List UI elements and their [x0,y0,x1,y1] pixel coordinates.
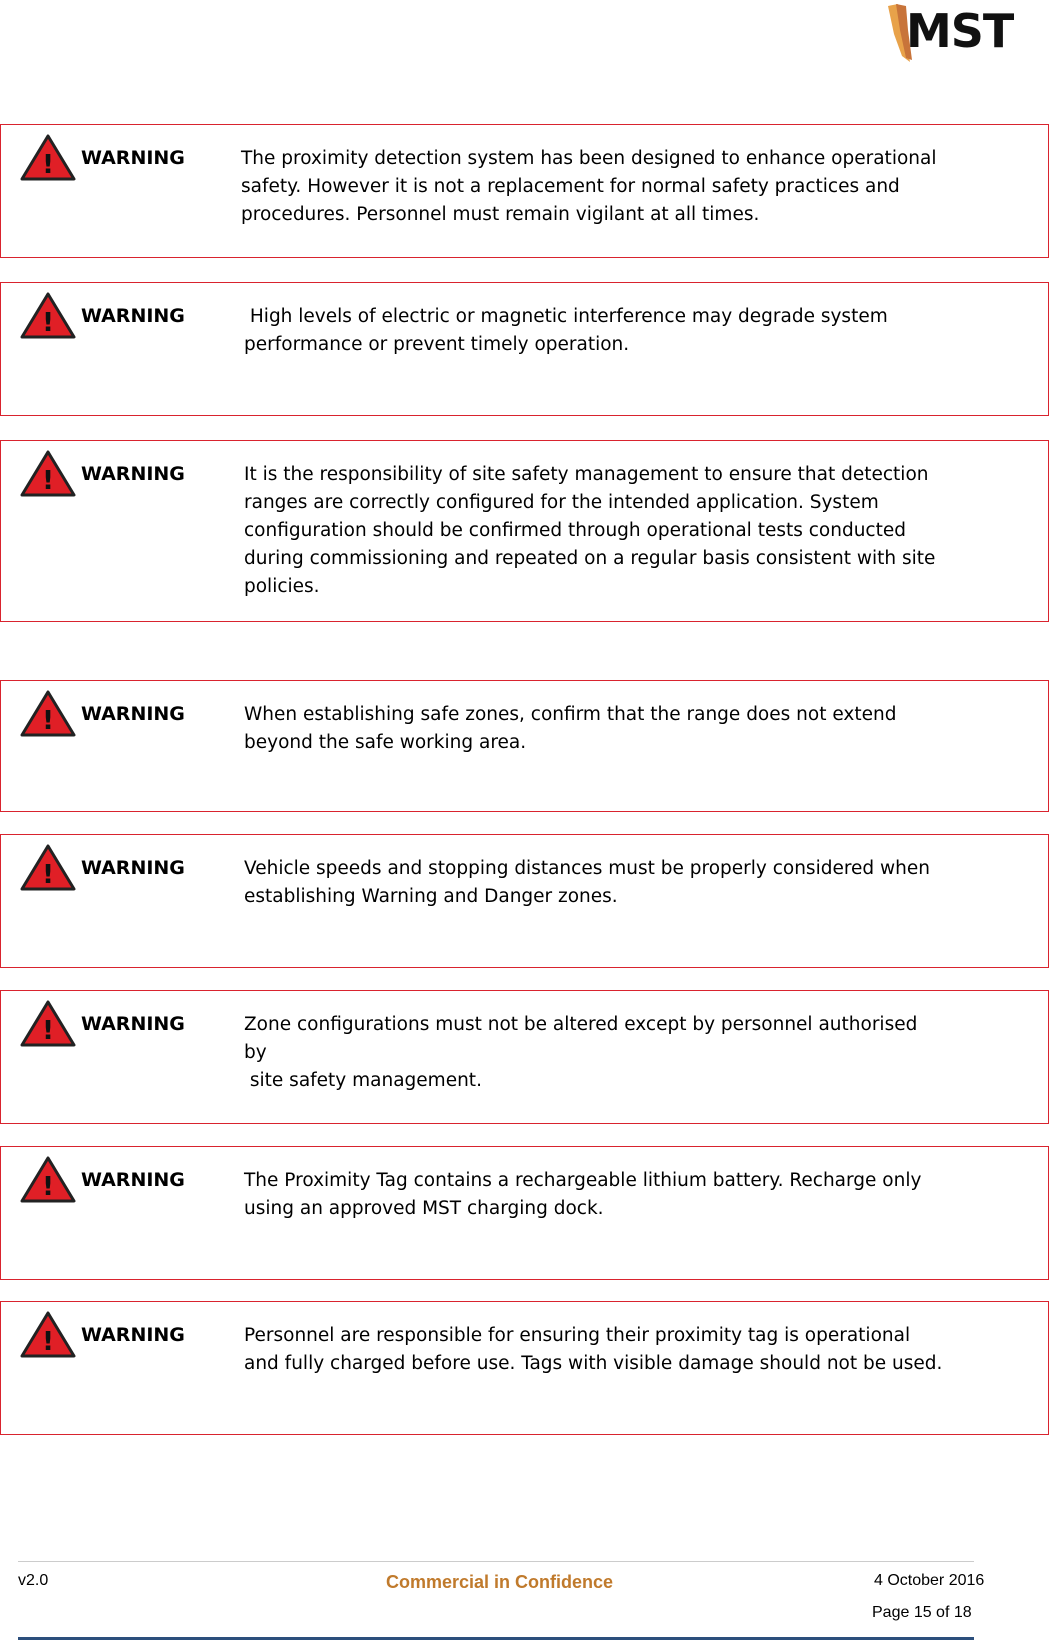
warning-box [0,834,1049,968]
warning-box [0,680,1049,812]
warning-text: Zone configurations must not be altered except by personnel authorised by site safety management. [244,1014,918,1091]
warning-text: It is the responsibility of site safety management to ensure that detection ranges are correctly configured for the intended application. System configuration should be confirmed through operational tests conducted during commissioning and repeated on a regular basis consistent with site policies. [244,464,936,597]
footer-date: 4 October 2016 [874,1572,985,1589]
warning-box [0,990,1049,1124]
svg-text:!: ! [42,860,54,890]
warning-label: WARNING [81,463,185,485]
warning-triangle-icon [19,1310,77,1360]
svg-text:!: ! [42,466,54,496]
warning-triangle-icon [19,999,77,1049]
warning-label: WARNING [81,147,185,169]
warning-triangle-icon [19,291,77,341]
svg-text:!: ! [42,1016,54,1046]
warning-text: When establishing safe zones, confirm that the range does not extend beyond the safe working area. [244,704,897,753]
warning-text: Vehicle speeds and stopping distances must be properly considered when establishing Warning and Danger zones. [244,858,930,907]
warning-text: The Proximity Tag contains a rechargeable lithium battery. Recharge only using an approved MST charging dock. [244,1170,922,1219]
warning-triangle-icon [19,133,77,183]
warning-box [0,282,1049,416]
warning-text: Personnel are responsible for ensuring their proximity tag is operational and fully charged before use. Tags with visible damage should not be used. [244,1325,943,1374]
warning-box [0,124,1049,258]
warning-text: High levels of electric or magnetic interference may degrade system performance or prevent timely operation. [244,306,888,355]
warning-label: WARNING [81,1169,185,1191]
svg-text:!: ! [42,1327,54,1357]
warning-triangle-icon [19,689,77,739]
warning-box [0,440,1049,622]
svg-text:!: ! [42,1172,54,1202]
warning-triangle-icon [19,449,77,499]
logo-text: MST [906,4,1014,58]
warning-label: WARNING [81,857,185,879]
warning-triangle-icon [19,843,77,893]
footer-divider [18,1561,974,1562]
footer-version: v2.0 [18,1572,49,1589]
footer-page-number: Page 15 of 18 [872,1604,972,1621]
svg-text:!: ! [42,150,54,180]
warning-triangle-icon [19,1155,77,1205]
warning-label: WARNING [81,1013,185,1035]
svg-text:!: ! [42,706,54,736]
warning-box [0,1301,1049,1435]
warning-label: WARNING [81,703,185,725]
warning-text: The proximity detection system has been designed to enhance operational safety. However it is not a replacement for normal safety practices and procedures. Personnel must remain vigilant at all times. [241,148,937,225]
warning-label: WARNING [81,1324,185,1346]
footer-confidentiality: Commercial in Confidence [386,1572,614,1592]
warning-box [0,1146,1049,1280]
svg-text:!: ! [42,308,54,338]
warning-label: WARNING [81,305,185,327]
